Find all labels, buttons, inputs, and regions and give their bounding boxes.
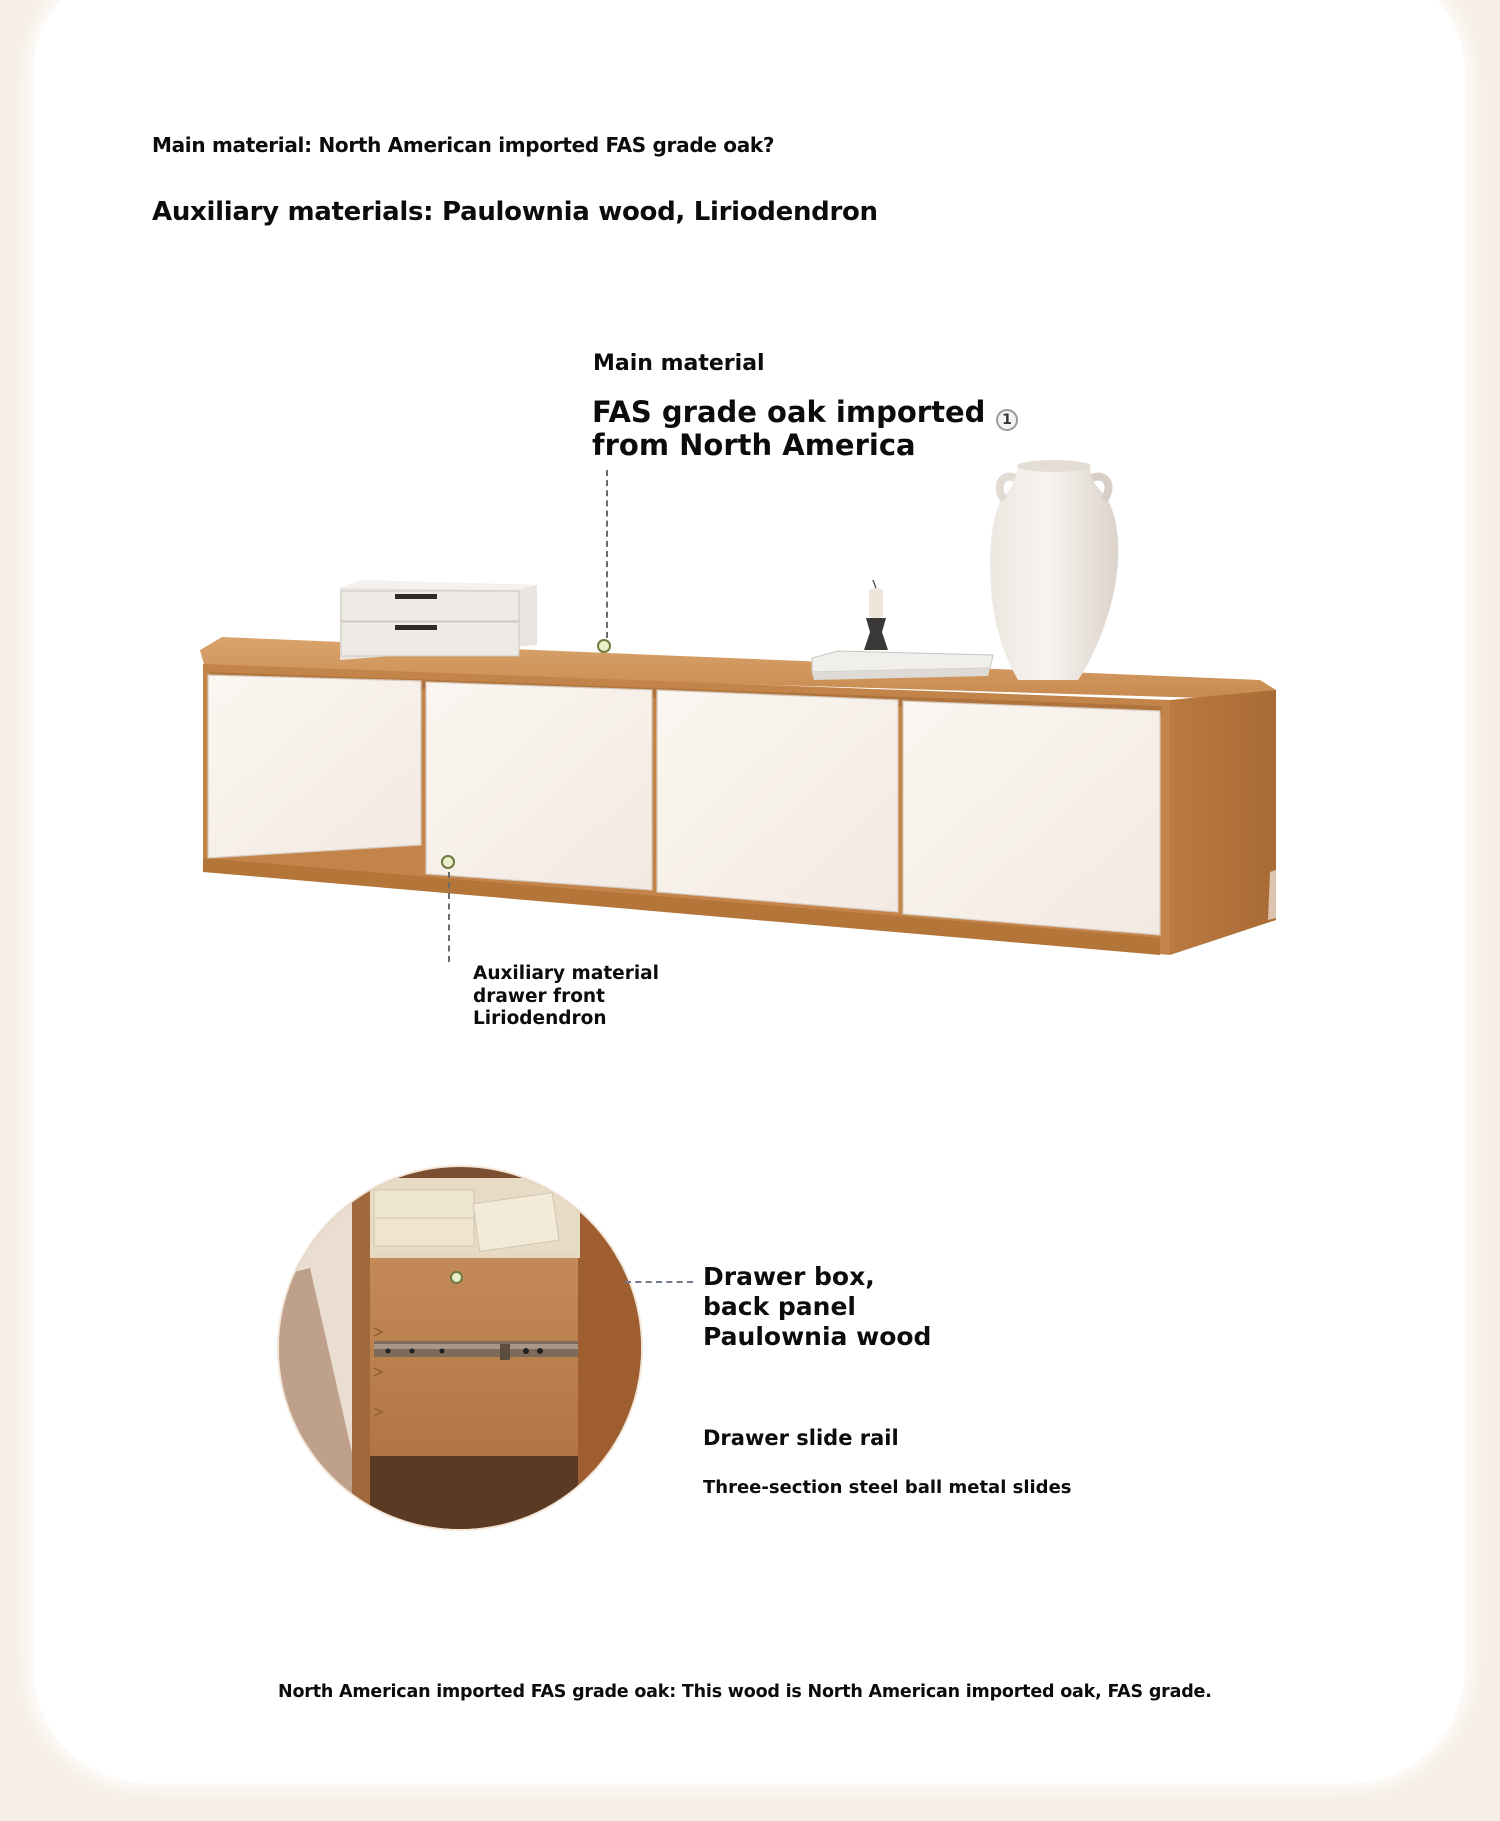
drawer-front-marker <box>441 855 455 869</box>
slide-rail-description: Three-section steel ball metal slides <box>703 1477 1072 1498</box>
drawer-detail-closeup <box>270 1158 650 1538</box>
footer-note: North American imported FAS grade oak: This wood is North American imported oak, FAS grade. <box>278 1682 1212 1702</box>
amphora-vase <box>990 460 1118 680</box>
slide-rail-heading: Drawer slide rail <box>703 1426 899 1450</box>
main-material-label: Main material <box>593 351 765 376</box>
drawer-box-marker <box>450 1271 463 1284</box>
main-material-line-1: FAS grade oak imported <box>592 395 986 429</box>
drawer-box-label <box>703 1262 931 1352</box>
drawer-front-leader-line <box>448 872 450 962</box>
drawer-box-line-1: Drawer box, <box>703 1262 875 1291</box>
main-material-line-2: from North America <box>592 428 916 462</box>
main-material-marker <box>597 639 611 653</box>
auxiliary-line-3: Liriodendron <box>473 1008 607 1029</box>
number-one-badge-icon: 1 <box>996 409 1018 431</box>
auxiliary-material-label <box>473 963 659 1031</box>
auxiliary-line-2: drawer front <box>473 985 605 1007</box>
main-material-heading: Main material: North American imported FAS grade oak? <box>152 133 775 157</box>
auxiliary-materials-heading: Auxiliary materials: Paulownia wood, Liriodendron <box>152 197 878 227</box>
auxiliary-line-1: Auxiliary material <box>473 963 659 984</box>
drawer-box-leader-line <box>625 1281 693 1283</box>
books-and-candle-holder <box>812 580 993 680</box>
drawer-box-line-3: Paulownia wood <box>703 1322 932 1351</box>
drawer-box-line-2: back panel <box>703 1292 857 1321</box>
desk-drawer-organizer <box>340 580 537 660</box>
